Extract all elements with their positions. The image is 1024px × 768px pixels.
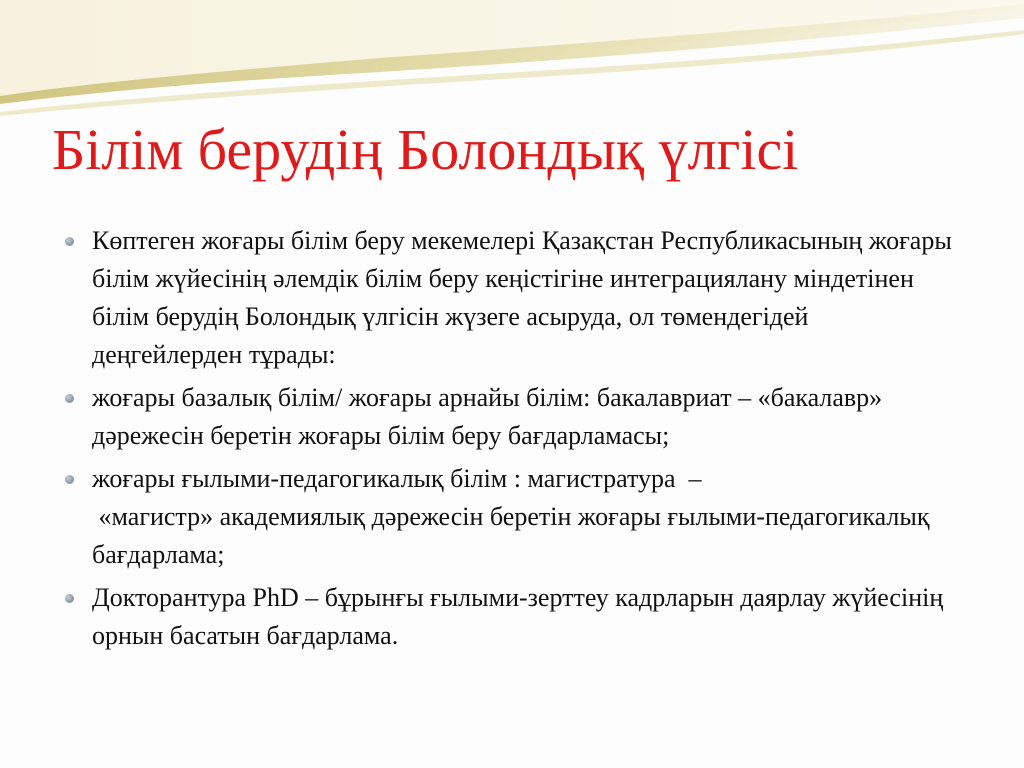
bullet-text: жоғары базалық білім/ жоғары арнайы білім: бакалавриат – «бакалавр» дәрежесін беретін жоғары білім беру бағдарламасы; [92,383,889,450]
bullet-list [62,222,962,660]
bullet-item [62,579,962,655]
bullet-item [62,222,962,374]
bullet-text: жоғары ғылыми-педагогикалық білім : магистратура – «магистр» академиялық дәрежесін беретін жоғары ғылыми-педагогикалық бағдарлама; [92,464,930,569]
bullet-item [62,379,962,455]
round-bullet-icon [65,394,74,403]
round-bullet-icon [65,237,74,246]
round-bullet-icon [65,594,74,603]
bullet-text: Көптеген жоғары білім беру мекемелері Қазақстан Республикасының жоғары білім жүйесінің әлемдік білім беру кеңістігіне интеграциялану міндетінен білім берудің Болондық үлгісін жүзеге асыруда, ол төмендегідей деңгейлерден тұрады: [92,226,959,369]
slide-title: Білім берудің Болондық үлгісі [52,117,799,182]
round-bullet-icon [65,475,74,484]
bullet-text: Докторантура PhD – бұрынғы ғылыми-зерттеу кадрларын даярлау жүйесінің орнын басатын бағдарлама. [92,583,950,650]
bullet-item [62,460,962,574]
